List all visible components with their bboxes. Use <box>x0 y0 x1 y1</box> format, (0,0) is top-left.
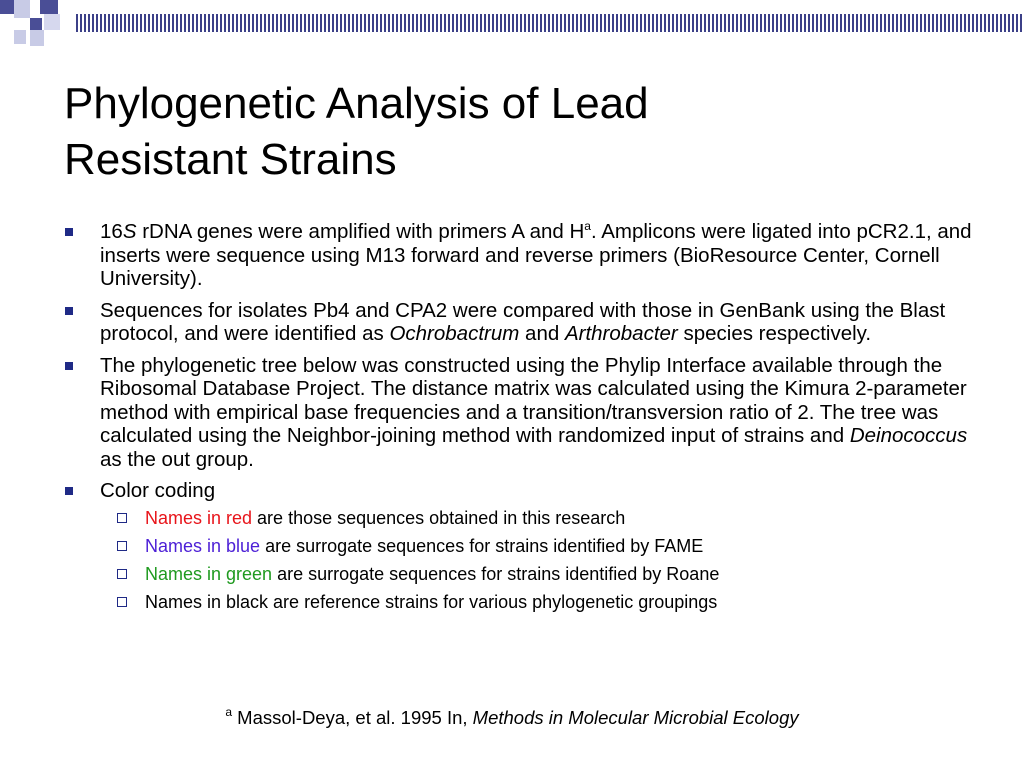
text: Methods in Molecular Microbial Ecology <box>472 707 799 728</box>
text: species respectively. <box>677 322 872 345</box>
decor-square <box>40 0 58 14</box>
footnote <box>0 707 1024 729</box>
decor-square <box>30 30 44 46</box>
text: Deinococcus <box>849 424 968 447</box>
text: Arthrobacter <box>564 322 678 345</box>
text: Color coding <box>100 479 216 502</box>
superscript: a <box>225 705 233 719</box>
decor-square <box>14 0 30 18</box>
title-line-2: Resistant Strains <box>64 135 397 184</box>
superscript: a <box>584 219 591 233</box>
text: . Amplicons were ligated into pCR2.1, and inserts were sequence using M13 forward and reverse primers (BioResource Center, Cornell University). <box>100 220 972 290</box>
decor-square <box>0 0 14 14</box>
text: 16 <box>100 220 123 243</box>
text: Names in black are reference strains for various phylogenetic groupings <box>145 591 718 612</box>
title-line-1: Phylogenetic Analysis of Lead <box>64 79 649 128</box>
text: Sequences for isolates Pb4 and CPA2 were compared with those in GenBank using the Blast protocol, and were identified as <box>100 298 946 345</box>
bullet-phylogenetic-tree <box>62 354 974 472</box>
text: are surrogate sequences for strains identified by FAME <box>260 535 704 556</box>
decor-square <box>30 18 42 30</box>
sub-item-green <box>62 563 974 585</box>
sub-item-black <box>62 591 974 613</box>
sub-item-red <box>62 507 974 529</box>
sub-item-blue <box>62 535 974 557</box>
slide-body <box>62 220 974 619</box>
text: Names in blue <box>145 535 261 556</box>
decor-square <box>14 30 26 44</box>
text: The phylogenetic tree below was constructed using the Phylip Interface available through the Ribosomal Database Project. The distance matrix was calculated using the Kimura 2-parameter method with empirical base frequencies and a transition/transversion ratio of 2. The tree was calculated using the Neighbor-joining method with randomized input of strains and <box>100 353 967 447</box>
slide-title <box>64 76 964 188</box>
decor-square <box>44 14 60 30</box>
bullet-amplification <box>62 220 974 291</box>
text: Ochrobactrum <box>389 322 520 345</box>
text: Massol-Deya, et al. 1995 In, <box>232 707 473 728</box>
text: are surrogate sequences for strains identified by Roane <box>272 563 720 584</box>
text: are those sequences obtained in this research <box>252 507 626 528</box>
text: as the out group. <box>100 447 254 471</box>
text: and <box>519 322 565 345</box>
text: Names in green <box>145 563 273 584</box>
text: Names in red <box>145 507 253 528</box>
text: rDNA genes were amplified with primers A and H <box>136 220 585 243</box>
bullet-color-coding <box>62 479 974 503</box>
text: S <box>122 220 137 243</box>
decor-stripe-bar <box>76 14 1024 32</box>
bullet-sequences <box>62 299 974 346</box>
